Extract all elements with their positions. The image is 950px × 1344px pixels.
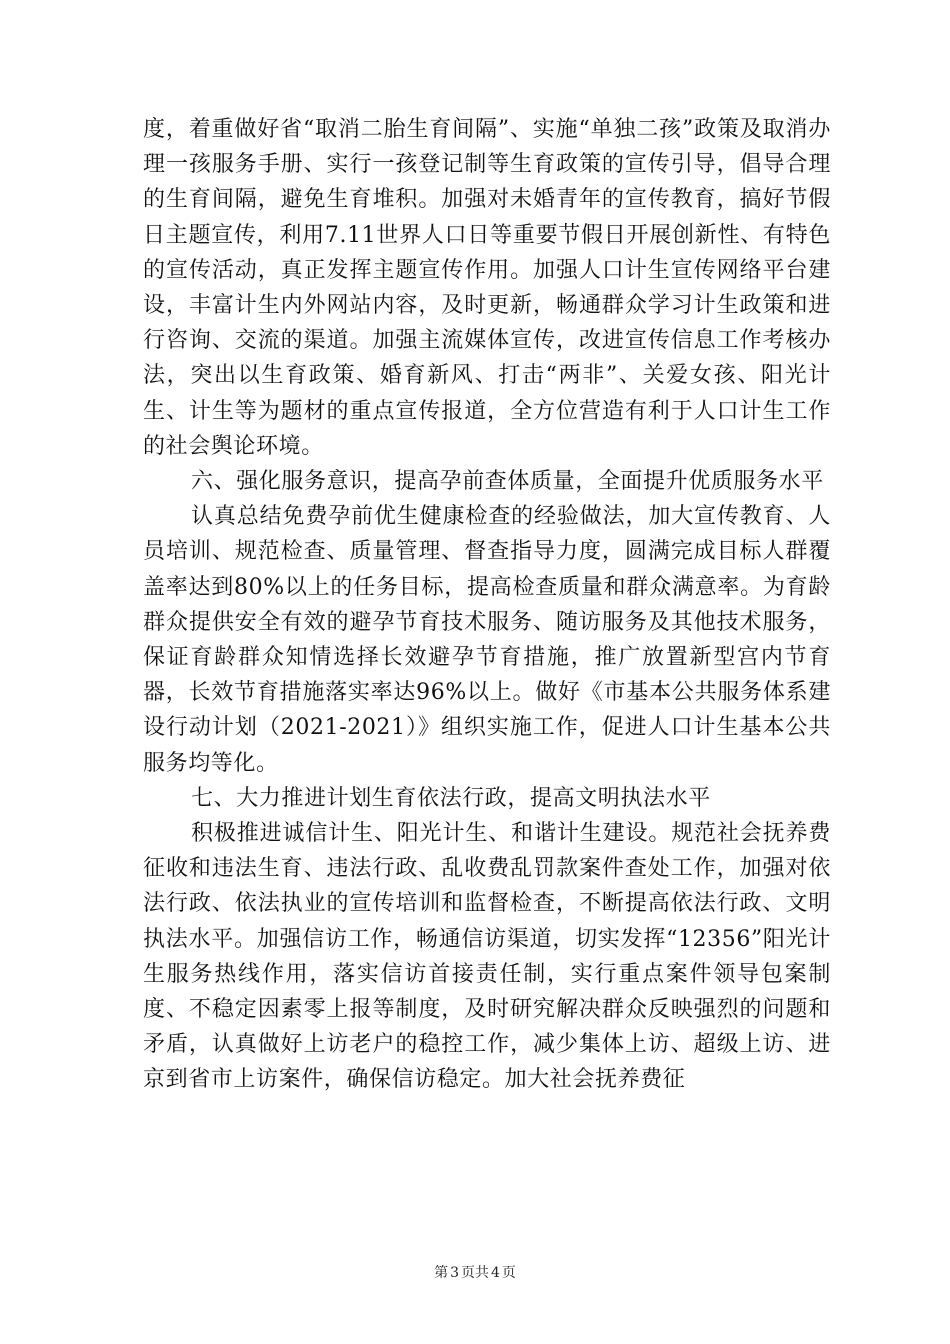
section-heading-7: 七、大力推进计划生育依法行政，提高文明执法水平 [191,785,711,811]
footer-suffix: 页 [501,1265,516,1281]
footer-prefix: 第 [434,1265,449,1281]
page-footer [0,1262,950,1282]
paragraph-2: 认真总结免费孕前优生健康检查的经验做法，加大宣传教育、人员培训、规范检查、质量管理、督查指导力度，圆满完成目标人群覆盖率达到80%以上的任务目标，提高检查质量和群众满意率。为育龄群众提供安全有效的避孕节育技术服务、随访服务及其他技术服务，保证育龄群众知情选择长效避孕节育措施，推广放置新型宫内节育器，长效节育措施落实率达96%以上。做好《市基本公共服务体系建设行动计划（2021-2021）》组织实施工作，促进人口计生基本公共服务均等化。 [143,504,831,776]
footer-middle: 页共 [461,1265,489,1281]
section-heading-6: 六、强化服务意识，提高孕前查体质量，全面提升优质服务水平 [191,469,824,495]
document-body [143,112,831,1098]
paragraph-1: 度，着重做好省“取消二胎生育间隔”、实施“单独二孩”政策及取消办理一孩服务手册、实行一孩登记制等生育政策的宣传引导，倡导合理的生育间隔，避免生育堆积。加强对未婚青年的宣传教育，搞好节假日主题宣传，利用7.11世界人口日等重要节假日开展创新性、有特色的宣传活动，真正发挥主题宣传作用。加强人口计生宣传网络平台建设，丰富计生内外网站内容，及时更新，畅通群众学习计生政策和进行咨询、交流的渠道。加强主流媒体宣传，改进宣传信息工作考核办法，突出以生育政策、婚育新风、打击“两非”、关爱女孩、阳光计生、计生等为题材的重点宣传报道，全方位营造有利于人口计生工作的社会舆论环境。 [143,117,831,459]
footer-current-page: 3 [450,1265,459,1281]
paragraph-3: 积极推进诚信计生、阳光计生、和谐计生建设。规范社会抚养费征收和违法生育、违法行政、乱收费乱罚款案件查处工作，加强对依法行政、依法执业的宣传培训和监督检查，不断提高依法行政、文明执法水平。加强信访工作，畅通信访渠道，切实发挥“12356”阳光计生服务热线作用，落实信访首接责任制，实行重点案件领导包案制度、不稳定因素零上报等制度，及时研究解决群众反映强烈的问题和矛盾，认真做好上访老户的稳控工作，减少集体上访、超级上访、进京到省市上访案件，确保信访稳定。加大社会抚养费征 [143,821,831,1093]
footer-total-pages: 4 [491,1265,500,1281]
